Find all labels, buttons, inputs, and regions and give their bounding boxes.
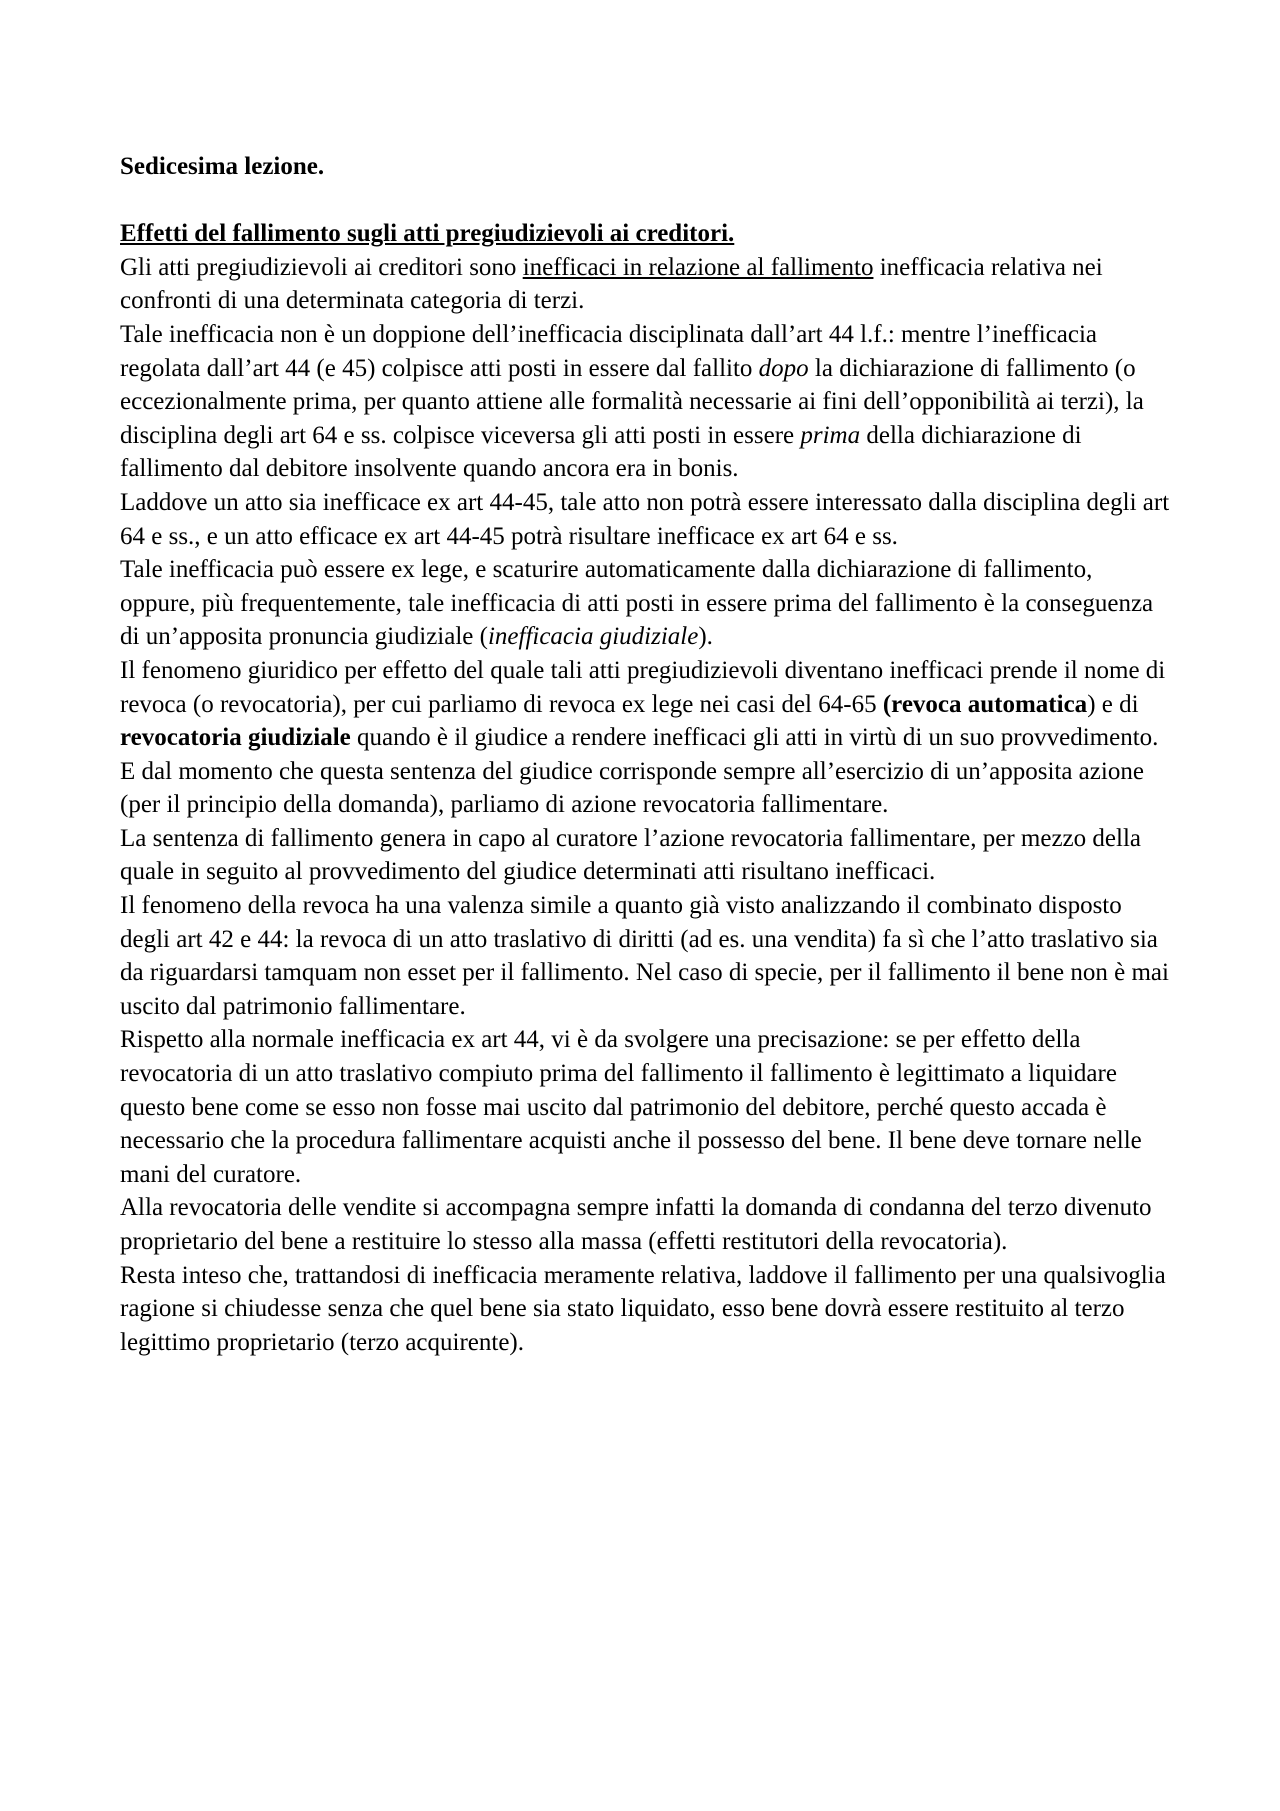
document-page [120,150,1170,1359]
section-heading: Effetti del fallimento sugli atti pregiudizievoli ai creditori. [120,220,735,248]
paragraph-11: Resta inteso che, trattandosi di inefficacia meramente relativa, laddove il fallimento per una qualsivoglia ragione si chiudesse senza che quel bene sia stato liquidato, esso bene dovrà essere restituito al terzo legittimo proprietario (terzo acquirente). [120,1261,1166,1356]
paragraph-10: Alla revocatoria delle vendite si accompagna sempre infatti la domanda di condanna del terzo divenuto proprietario del bene a restituire lo stesso alla massa (effetti restitutori della revocatoria). [120,1194,1152,1255]
paragraph-9: Rispetto alla normale inefficacia ex art 44, vi è da svolgere una precisazione: se per effetto della revocatoria di un atto traslativo compiuto prima del fallimento il fallimento è legittimato a liquidare questo bene come se esso non fosse mai uscito dal patrimonio del debitore, perché questo accada è necessario che la procedura fallimentare acquisti anche il possesso del bene. Il bene deve tornare nelle mani del curatore. [120,1026,1142,1188]
paragraph-3: Laddove un atto sia inefficace ex art 44-45, tale atto non potrà essere interessato dalla disciplina degli art 64 e ss., e un atto efficace ex art 44-45 potrà risultare inefficace ex art 64 e ss. [120,488,1170,550]
document-title: Sedicesima lezione. [120,153,325,180]
paragraph-2-text-a: Tale inefficacia non è un doppione dell’inefficacia disciplinata dall’art 44 l.f.: mentre l’inefficacia regolata dall’art 44 (e 45) colpisce atti posti in essere dal fallito [120,320,1097,382]
paragraph-6: E dal momento che questa sentenza del giudice corrisponde sempre all’esercizio di un’apposita azione (per il principio della domanda), parliamo di azione revocatoria fallimentare. [120,757,1144,819]
paragraph-2-italic-prima: prima [800,421,861,449]
paragraph-5-bold-revoca-automatica: (revoca automatica [882,690,1088,718]
paragraph-5-text-e: quando è il giudice a rendere inefficaci gli atti in virtù di un suo provvedimento. [350,724,1159,752]
paragraph-4-text-a: Tale inefficacia può essere ex lege, e scaturire automaticamente dalla dichiarazione di fallimento, oppure, più frequentemente, tale inefficacia di atti posti in essere prima del fallimento è la conseguenza di un’apposita pronuncia giudiziale ( [120,556,1154,651]
paragraph-4-text-c: ). [698,623,713,651]
paragraph-7: La sentenza di fallimento genera in capo al curatore l’azione revocatoria fallimentare, per mezzo della quale in seguito al provvedimento del giudice determinati atti risultano inefficaci. [120,824,1141,886]
paragraph-2 [120,318,1170,486]
paragraph-2-text-c: la dichiarazione di fallimento (o eccezionalmente prima, per quanto attiene alle formalità necessarie ai fini dell’opponibilità ai terzi), la disciplina degli art 64 e ss. colpisce viceversa gli atti posti in essere [120,354,1144,449]
paragraph-1-underlined-text: inefficaci in relazione al fallimento [522,253,874,281]
paragraph-2-italic-dopo: dopo [758,354,809,382]
paragraph-2-text-e: della dichiarazione di fallimento dal debitore insolvente quando ancora era in bonis. [120,421,1082,483]
paragraph-8: Il fenomeno della revoca ha una valenza simile a quanto già visto analizzando il combinato disposto degli art 42 e 44: la revoca di un atto traslativo di diritti (ad es. una vendita) fa sì che l’atto traslativo sia da riguardarsi tamquam non esset per il fallimento. Nel caso di specie, per il fallimento il bene non è mai uscito dal patrimonio fallimentare. [120,892,1169,1020]
paragraph-5-text-c: ) e di [1087,690,1139,718]
paragraph-5 [120,654,1170,755]
paragraph-5-text-a: Il fenomeno giuridico per effetto del quale tali atti pregiudizievoli diventano inefficaci prende il nome di revoca (o revocatoria), per cui parliamo di revoca ex lege nei casi del 64-65 [120,656,1166,718]
paragraph-1-text-a: Gli atti pregiudizievoli ai creditori sono [120,253,523,281]
paragraph-4-italic-text: inefficacia giudiziale [487,623,699,651]
paragraph-5-bold-revocatoria-giudiziale: revocatoria giudiziale [120,724,351,752]
paragraph-1 [120,251,1170,318]
paragraph-1-text-c: inefficacia relativa nei confronti di una determinata categoria di terzi. [120,253,1103,315]
paragraph-4 [120,553,1170,654]
